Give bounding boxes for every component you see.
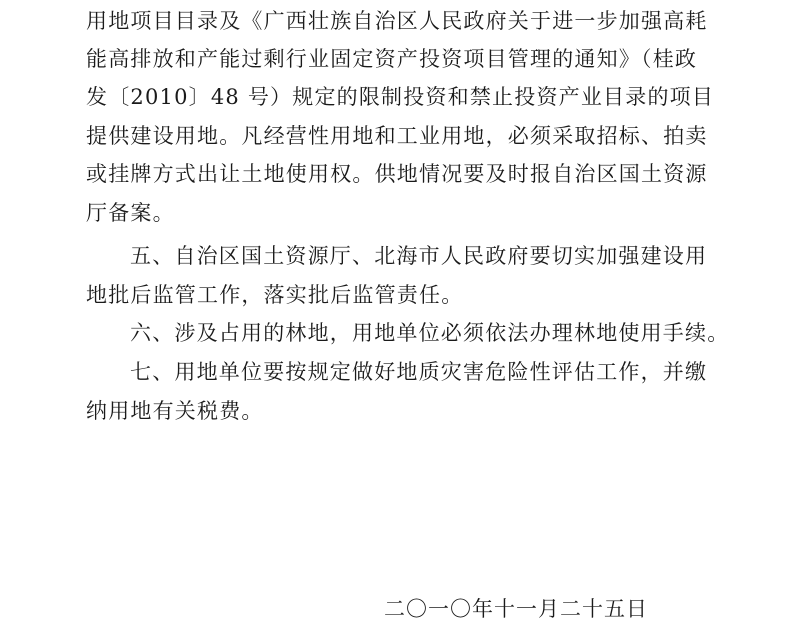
- body-text-line: 厅备案。: [86, 201, 175, 225]
- paragraph-five-line: 地批后监管工作，落实批后监管责任。: [86, 283, 464, 307]
- paragraph-six-line: 六、涉及占用的林地，用地单位必须依法办理林地使用手续。: [130, 321, 730, 345]
- document-date: 二〇一〇年十一月二十五日: [384, 597, 648, 621]
- body-text-line: 提供建设用地。凡经营性用地和工业用地，必须采取招标、拍卖: [86, 124, 708, 148]
- body-text-line: 能高排放和产能过剩行业固定资产投资项目管理的通知》（桂政: [86, 47, 698, 71]
- body-text-line: 或挂牌方式出让土地使用权。供地情况要及时报自治区国土资源: [86, 162, 708, 186]
- paragraph-seven-line: 纳用地有关税费。: [86, 399, 264, 423]
- paragraph-seven-line: 七、用地单位要按规定做好地质灾害危险性评估工作，并缴: [130, 360, 708, 384]
- body-text-line: 发〔2010〕48 号）规定的限制投资和禁止投资产业目录的项目: [86, 85, 715, 109]
- body-text-line: 用地项目目录及《广西壮族自治区人民政府关于进一步加强高耗: [86, 9, 708, 33]
- paragraph-five-line: 五、自治区国土资源厅、北海市人民政府要切实加强建设用: [130, 244, 708, 268]
